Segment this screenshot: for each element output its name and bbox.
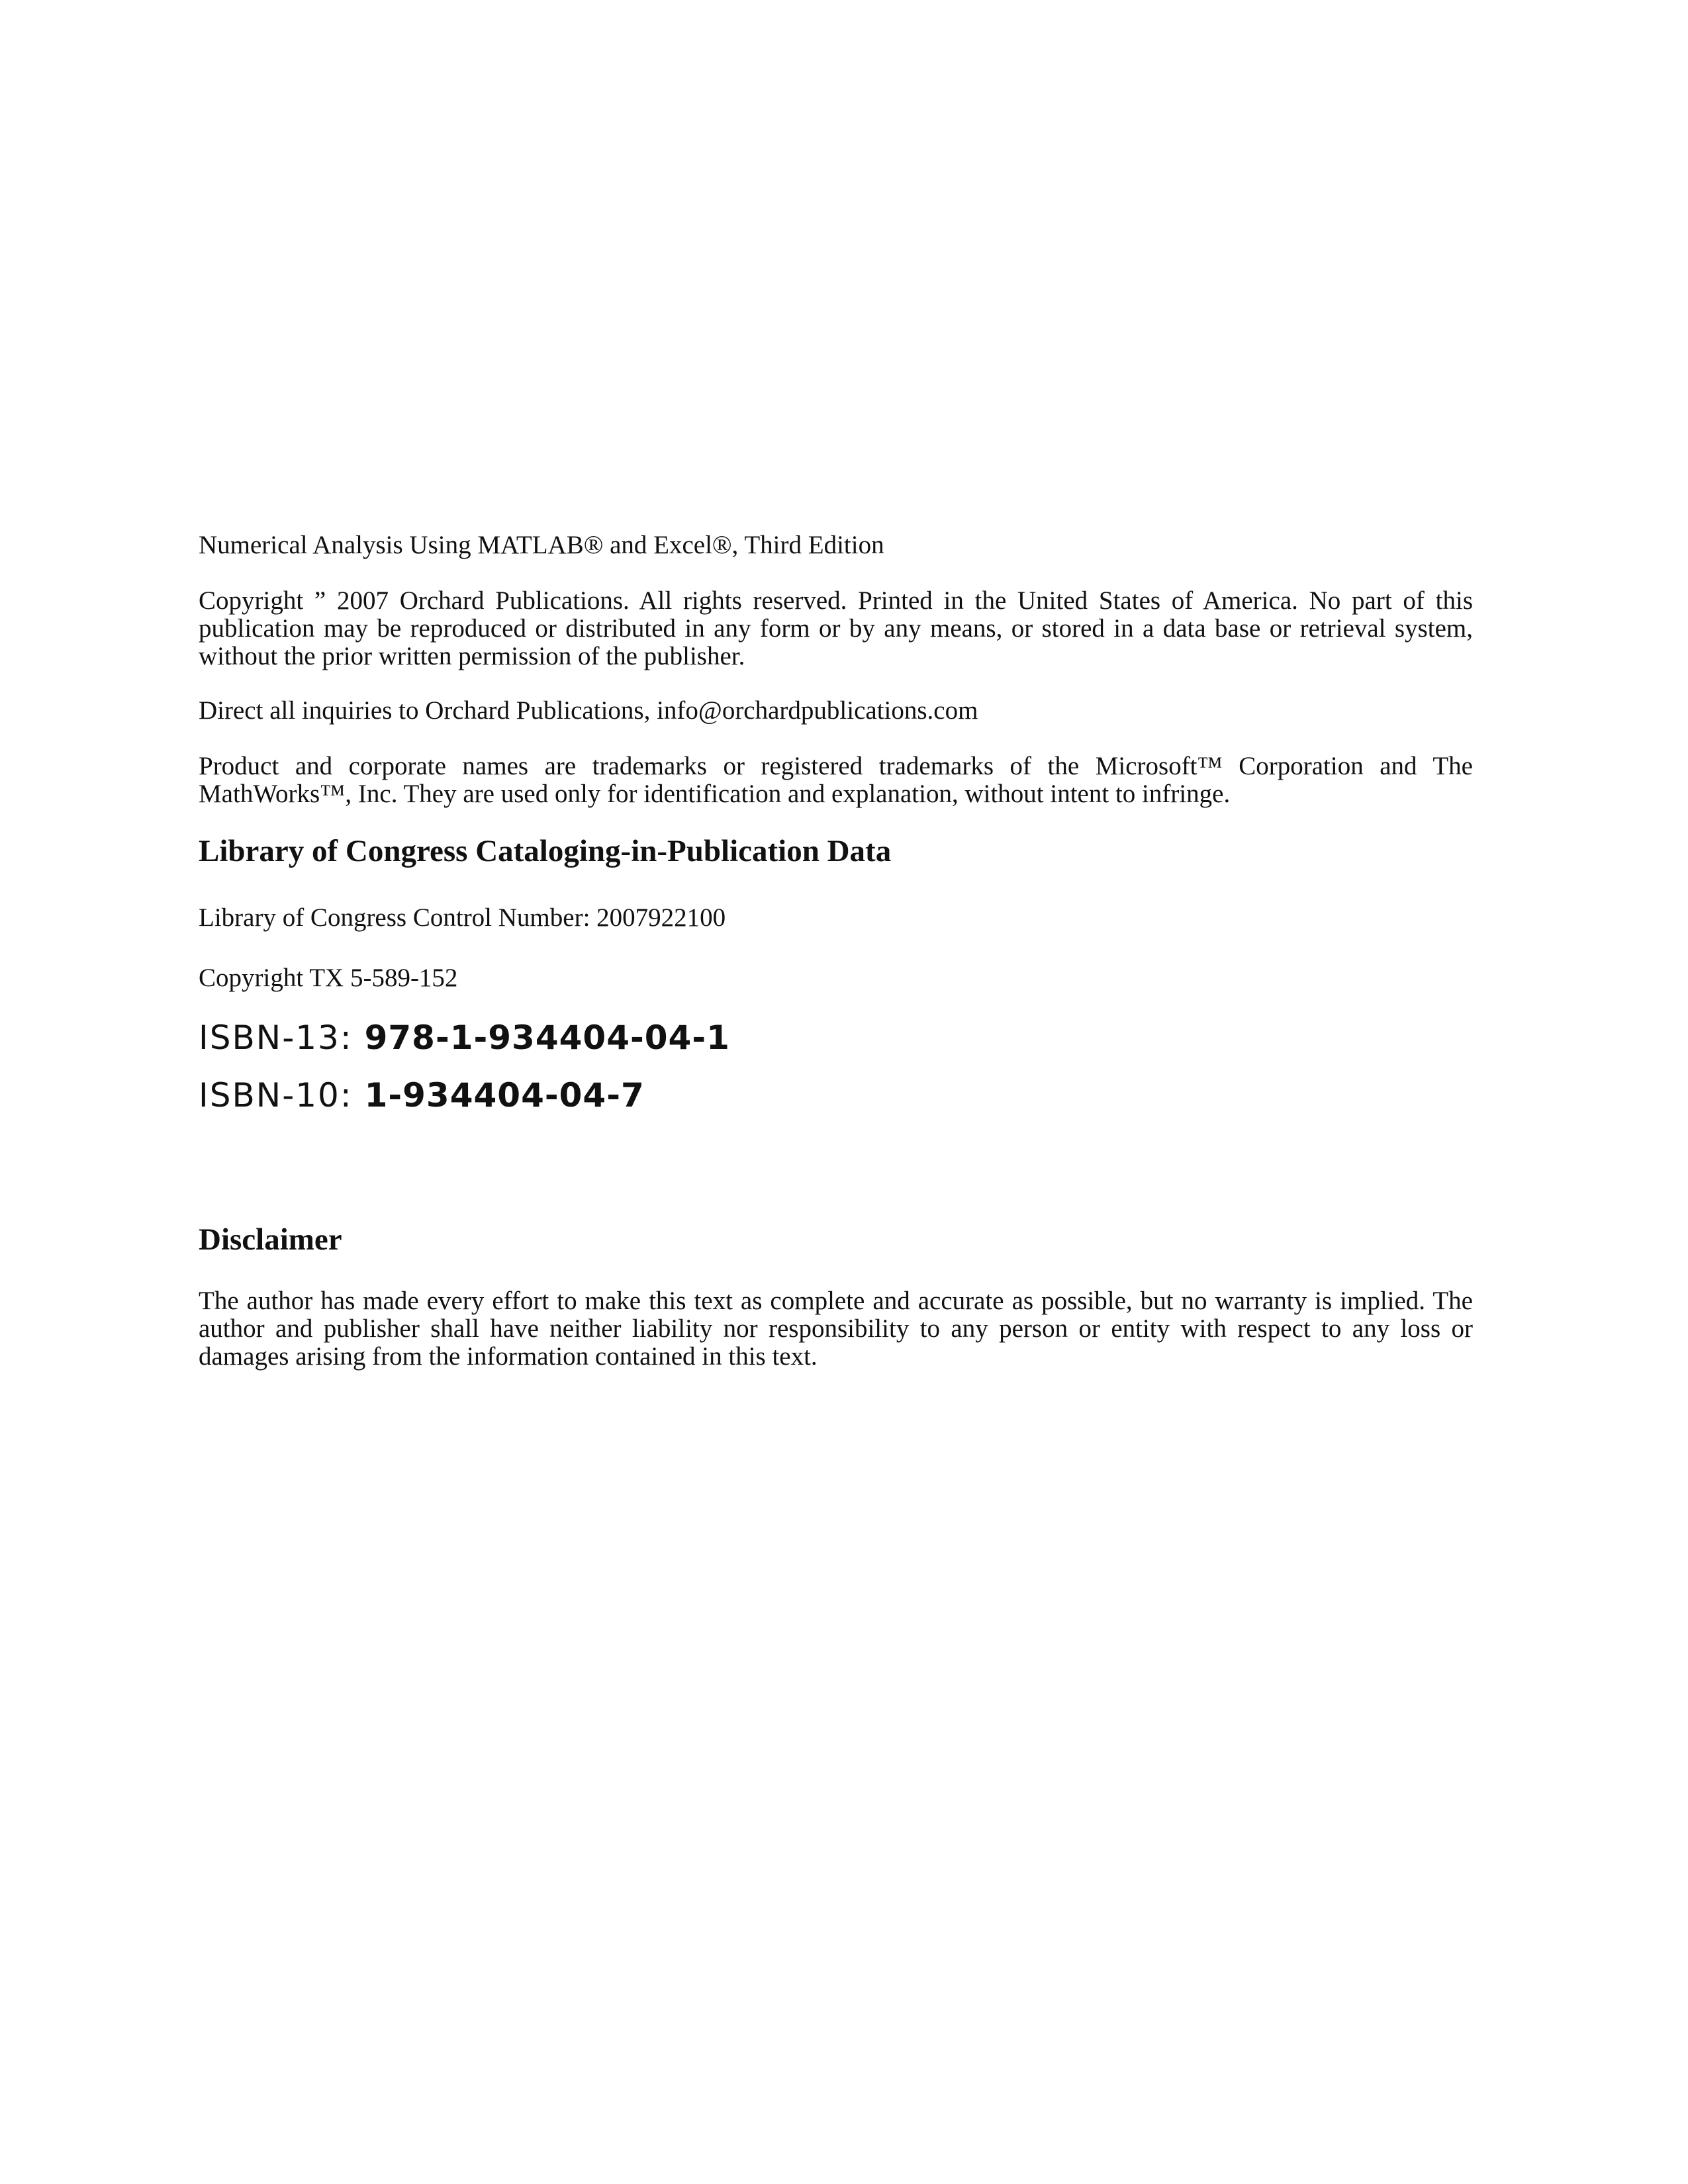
control-number-line: Library of Congress Control Number: 2007922100: [199, 903, 726, 932]
copyright-tx-line: Copyright TX 5-589-152: [199, 964, 458, 992]
trademarks-paragraph: Product and corporate names are trademarks or registered trademarks of the Microsoft™ Corporation and The MathWorks™, Inc. They are used only for identification and explanation, without intent to infringe.: [199, 752, 1473, 808]
inquiries-line: Direct all inquiries to Orchard Publications, info@orchardpublications.com: [199, 696, 978, 725]
isbn10-value: 1-934404-04-7: [364, 1076, 645, 1115]
isbn10-label: ISBN-10:: [199, 1076, 365, 1115]
cataloging-heading: Library of Congress Cataloging-in-Publication Data: [199, 834, 892, 868]
copyright-paragraph: Copyright ” 2007 Orchard Publications. All rights reserved. Printed in the United States of America. No part of this publication may be reproduced or distributed in any form or by any means, or stored in a data base or retrieval system, without the prior written permission of the publisher.: [199, 586, 1473, 670]
disclaimer-heading: Disclaimer: [199, 1222, 342, 1257]
disclaimer-text: The author has made every effort to make this text as complete and accurate as possible, but no warranty is implied. The author and publisher shall have neither liability nor responsibility to any person or entity with respect to any loss or damages arising from the information contained in this text.: [199, 1287, 1473, 1371]
isbn13-label: ISBN-13:: [199, 1019, 365, 1057]
isbn13-line: [199, 1019, 1473, 1056]
isbn13-value: 978-1-934404-04-1: [364, 1019, 730, 1057]
book-title-line: Numerical Analysis Using MATLAB® and Excel®, Third Edition: [199, 531, 884, 559]
isbn10-line: [199, 1077, 1473, 1114]
